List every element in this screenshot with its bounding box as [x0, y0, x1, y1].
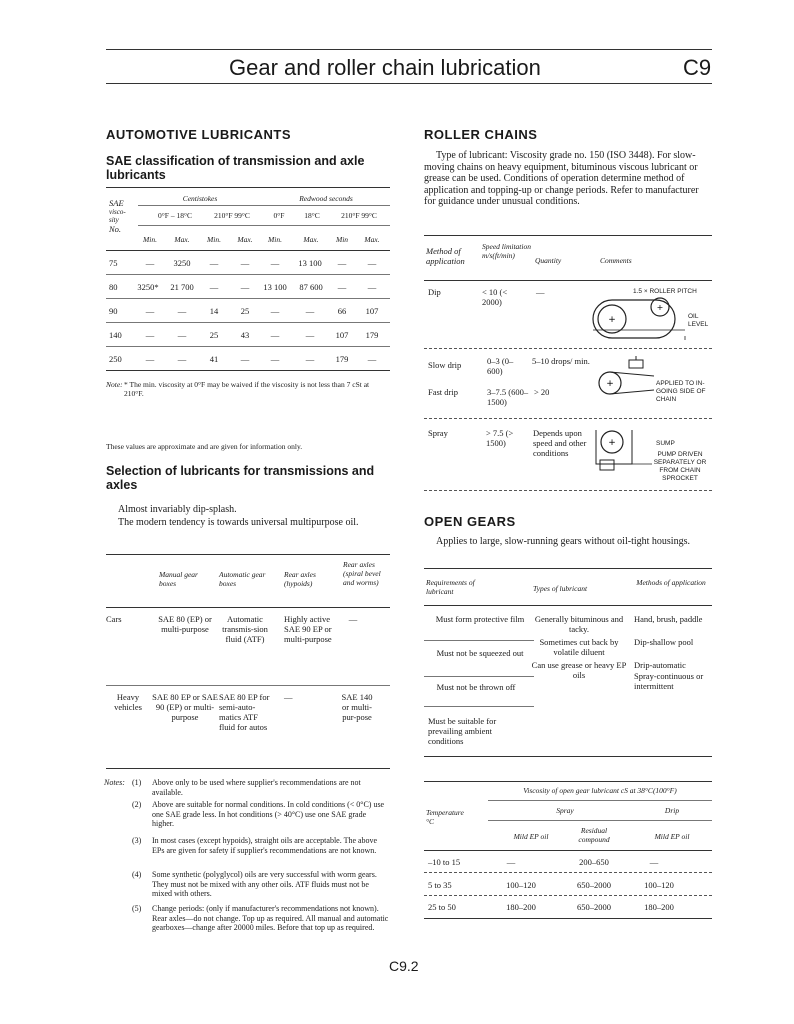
- sel-cell: —: [284, 692, 293, 702]
- notes-label: Notes:: [104, 778, 125, 787]
- roller-intro: Type of lubricant: Viscosity grade no. 150 (ISO 3448). For slow-moving chains on heavy equipment, bituminous viscous lubricant or grease can be used. Conditions of operation determine method of application and topping-up or change periods. Refer to manufacturer for guidance under unusual conditions.: [424, 150, 699, 207]
- sae-heading: SAE classification of transmission and axle lubricants: [106, 154, 365, 182]
- cell: —: [145, 330, 155, 340]
- label-applied: APPLIED TO IN-GOING SIDE OF CHAIN: [656, 380, 706, 403]
- cell: 87 600: [299, 282, 323, 292]
- cell: —: [367, 354, 377, 364]
- cell: 3250: [173, 258, 191, 268]
- visc-sub-0: Mild EP oil: [513, 832, 549, 841]
- visc-sub-2: Mild EP oil: [654, 832, 690, 841]
- cell: —: [337, 258, 347, 268]
- note-text: Above are suitable for normal conditions. In cold conditions (< 0°C) use one SAE grade less. In hot conditions (> 40°C) use one SAE grade higher.: [152, 800, 385, 829]
- drip-feeder: [629, 360, 643, 368]
- visc-cell: 200–650: [579, 857, 609, 867]
- cell: —: [209, 282, 219, 292]
- visc-sub-1: Residual compound: [578, 826, 610, 844]
- sae-row-140: 140: [109, 330, 122, 340]
- label-sump: SUMP: [656, 440, 675, 447]
- sel-header-hypoid: Rear axles (hypoids): [284, 570, 316, 588]
- og-req: Must be suitable for prevailing ambient conditions: [428, 716, 497, 746]
- visc-drip-h: Drip: [664, 806, 680, 815]
- sel-header-auto: Automatic gear boxes: [219, 570, 266, 588]
- cell: —: [145, 306, 155, 316]
- sel-header-manual: Manual gear boxes: [159, 570, 198, 588]
- cell: —: [240, 354, 250, 364]
- temp-1: 210°F 99°C: [214, 211, 250, 220]
- og-req: Must not be thrown off: [436, 682, 516, 692]
- sel-cell: SAE 80 EP or SAE 90 (EP) or multi-purpose: [152, 692, 218, 722]
- sae-row-250: 250: [109, 354, 122, 364]
- cell: 107: [365, 306, 379, 316]
- visc-spray-h: Spray: [556, 806, 574, 815]
- roller-h-speed: Speed limitation m/s(ft/min): [482, 242, 531, 260]
- redwood-header: Redwood seconds: [299, 194, 353, 203]
- label-pitch: 1.5 × ROLLER PITCH: [633, 288, 697, 295]
- visc-temp-h: Temperature °C: [426, 808, 464, 826]
- sae-row-90: 90: [109, 306, 118, 316]
- sel-cell: SAE 140 or multi-pur-pose: [341, 692, 373, 722]
- visc-cell: 650–2000: [577, 880, 611, 890]
- cell: 41: [209, 354, 219, 364]
- roller-cell: 3–7.5 (600–1500): [487, 387, 529, 407]
- sel-header-spiral: Rear axles (spiral bevel and worms): [343, 560, 381, 587]
- temp-3: 18°C: [304, 211, 320, 220]
- page-title: Gear and roller chain lubrication: [229, 55, 541, 80]
- visc-caption: Viscosity of open gear lubricant cS at 38°C(100°F): [523, 786, 677, 795]
- cell: —: [145, 354, 155, 364]
- drip-diagram: [596, 356, 658, 406]
- og-method: Drip-automatic: [634, 660, 686, 670]
- minmax-3: Max.: [237, 235, 253, 244]
- visc-temp: 25 to 50: [428, 902, 456, 912]
- sel-row-heavy: Heavy vehicles: [114, 692, 142, 712]
- svg-text:+: +: [606, 379, 614, 389]
- roller-cell: —: [536, 287, 545, 297]
- cell: —: [177, 354, 187, 364]
- pump-box: [600, 460, 614, 470]
- sel-cell: SAE 80 (EP) or multi-purpose: [158, 614, 212, 634]
- note-num: (3): [132, 836, 142, 845]
- og-h-methods: Methods of application: [636, 578, 706, 587]
- og-h-req: Requirements of lubricant: [426, 578, 475, 596]
- roller-cell: < 10 (< 2000): [482, 287, 508, 307]
- og-type: Can use grease or heavy EP oils: [531, 660, 627, 680]
- sel-cell: Automatic transmis-sion fluid (ATF): [222, 614, 268, 644]
- cell: —: [337, 282, 347, 292]
- label-pump: PUMP DRIVEN SEPARATELY OR FROM CHAIN SPROCKET: [653, 451, 707, 482]
- svg-text:+: +: [608, 315, 616, 325]
- cell: 179: [335, 354, 349, 364]
- roller-dip: Dip: [428, 287, 441, 297]
- roller-cell: > 7.5 (> 1500): [486, 428, 514, 448]
- open-gears-intro: Applies to large, slow-running gears without oil-tight housings.: [436, 536, 690, 547]
- visc-cell: —: [649, 857, 659, 867]
- cell: —: [367, 282, 377, 292]
- automotive-heading: AUTOMOTIVE LUBRICANTS: [106, 127, 292, 142]
- visc-temp: –10 to 15: [428, 857, 461, 867]
- cell: —: [305, 330, 315, 340]
- cell: 179: [365, 330, 379, 340]
- roller-spray: Spray: [428, 428, 448, 438]
- visc-temp: 5 to 35: [428, 880, 452, 890]
- sae-note: * The min. viscosity at 0°F may be waived if the viscosity is not less than 7 cSt at 210°F.: [124, 380, 370, 398]
- minmax-7: Max.: [364, 235, 380, 244]
- cell: —: [177, 330, 187, 340]
- sel-cell: SAE 80 EP for semi-auto-matics ATF fluid for autos: [219, 692, 270, 732]
- minmax-1: Max.: [174, 235, 190, 244]
- cell: —: [270, 354, 280, 364]
- label-oil-level: OIL LEVEL: [688, 313, 709, 328]
- header-bottom-rule: [106, 83, 712, 84]
- minmax-2: Min.: [207, 235, 221, 244]
- cell: —: [367, 258, 377, 268]
- cell: 13 100: [298, 258, 322, 268]
- cell: —: [270, 306, 280, 316]
- visc-cell: 100–120: [506, 880, 536, 890]
- sel-cell: Highly active SAE 90 EP or multi-purpose: [284, 614, 332, 644]
- roller-slowdrip: Slow drip: [428, 360, 462, 370]
- note-text: Some synthetic (polyglycol) oils are very successful with worm gears. They must not be mixed with any other oils. ATF fluids must not be mixed with others.: [152, 870, 377, 899]
- note-text: Above only to be used where supplier's recommendations are not available.: [152, 778, 361, 797]
- roller-heading: ROLLER CHAINS: [424, 127, 538, 142]
- cell: —: [270, 258, 280, 268]
- visc-cell: 180–200: [506, 902, 536, 912]
- note-text: In most cases (except hypoids), straight oils are acceptable. The above EPs are given for safety if supplier's recommendations are not known.: [152, 836, 378, 855]
- roller-h-comments: Comments: [600, 256, 632, 265]
- note-num: (1): [132, 778, 142, 787]
- temp-0: 0°F – 18°C: [158, 211, 192, 220]
- selection-p2: The modern tendency is towards universal multipurpose oil.: [118, 517, 359, 528]
- sae-row-80: 80: [109, 282, 118, 292]
- og-type: Sometimes cut back by volatile diluent: [539, 637, 619, 657]
- selection-p1: Almost invariably dip-splash.: [118, 504, 237, 515]
- roller-h-method: Method of application: [426, 246, 465, 266]
- cell: 3250*: [137, 282, 159, 292]
- sel-cell: —: [348, 614, 358, 624]
- minmax-4: Min.: [268, 235, 282, 244]
- sel-row-cars: Cars: [106, 614, 122, 624]
- approx-note: These values are approximate and are given for information only.: [106, 442, 303, 451]
- roller-cell: 5–10 drops/ min.: [532, 356, 590, 366]
- minmax-6: Min: [335, 235, 349, 244]
- cell: —: [240, 258, 250, 268]
- og-method: Spray-continuous or intermittent: [634, 671, 704, 691]
- cell: 13 100: [263, 282, 287, 292]
- cell: 107: [335, 330, 349, 340]
- temp-2: 0°F: [273, 211, 285, 220]
- centistokes-header: Centistokes: [182, 194, 218, 203]
- cell: 25: [240, 306, 250, 316]
- note-num: (2): [132, 800, 142, 809]
- og-method: Hand, brush, paddle: [634, 614, 703, 624]
- cell: —: [270, 330, 280, 340]
- section-code: C9: [683, 55, 712, 80]
- minmax-5: Max.: [303, 235, 319, 244]
- visc-cell: 180–200: [644, 902, 674, 912]
- note-num: (4): [132, 870, 142, 879]
- cell: —: [209, 258, 219, 268]
- svg-text:+: +: [656, 303, 664, 312]
- cell: —: [145, 258, 155, 268]
- note-text: Change periods: (only if manufacturer's recommendations not known). Rear axles—do not change. Top up as required. All manual and automatic gearboxes—change after 20000 miles. Before that top up as required.: [152, 904, 389, 933]
- cell: —: [305, 354, 315, 364]
- roller-fastdrip: Fast drip: [428, 387, 458, 397]
- cell: 25: [209, 330, 219, 340]
- cell: 21 700: [170, 282, 194, 292]
- sae-row-label: SAE visco- sity No.: [109, 198, 126, 234]
- visc-cell: 100–120: [644, 880, 674, 890]
- note-num: (5): [132, 904, 142, 913]
- roller-cell: Depends upon speed and other conditions: [533, 428, 587, 458]
- cell: —: [240, 282, 250, 292]
- cell: —: [177, 306, 187, 316]
- og-req: Must not be squeezed out: [436, 648, 524, 658]
- cell: 43: [240, 330, 250, 340]
- temp-4: 210°F 99°C: [341, 211, 377, 220]
- roller-cell: > 20: [534, 387, 550, 397]
- cell: —: [305, 306, 315, 316]
- minmax-0: Min.: [143, 235, 157, 244]
- selection-heading: Selection of lubricants for transmissions and axles: [106, 464, 375, 492]
- open-gears-heading: OPEN GEARS: [424, 514, 516, 529]
- sae-note-label: Note:: [106, 380, 123, 389]
- roller-cell: 0–3 (0–600): [487, 356, 514, 376]
- svg-text:+: +: [608, 438, 616, 448]
- page-number: C9.2: [389, 958, 419, 974]
- visc-cell: —: [506, 857, 516, 867]
- header-top-rule: [106, 49, 712, 50]
- og-req: Must form protective film: [435, 614, 525, 624]
- og-h-types: Types of lubricant: [533, 584, 588, 593]
- cell: 14: [209, 306, 219, 316]
- cell: 66: [337, 306, 347, 316]
- visc-cell: 650–2000: [577, 902, 611, 912]
- roller-h-qty: Quantity: [535, 256, 562, 265]
- sae-row-75: 75: [109, 258, 118, 268]
- og-method: Dip-shallow pool: [634, 637, 694, 647]
- og-type: Generally bituminous and tacky.: [534, 614, 624, 634]
